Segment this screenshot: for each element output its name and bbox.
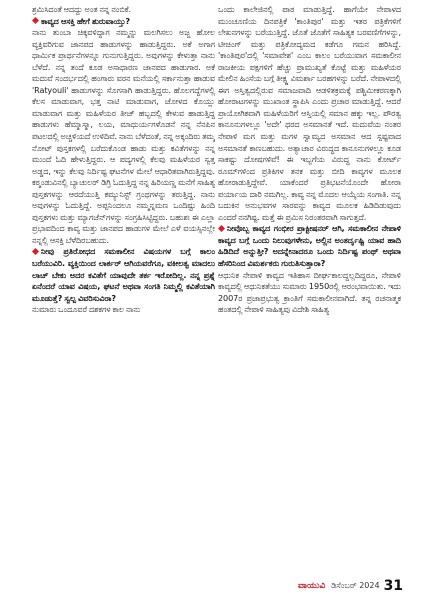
left-column: [32, 4, 215, 578]
diamond-bullet-icon: [32, 248, 39, 255]
interview-question: [32, 16, 215, 28]
diamond-bullet-icon: [32, 17, 39, 24]
answer-paragraph: ನುಮಾರು ಒಂದೂವರೆ ದಶಕಗಳ ಕಾಲ ನಾನು: [32, 304, 141, 315]
magazine-name: ವಾಯುವಿ: [298, 581, 326, 591]
right-column: [218, 4, 401, 578]
answer-paragraph: ಒಂದು ಕಾಲೇಜಿನಲ್ಲಿ ಪಾಠ ಮಾಡುತ್ತಿದ್ದೆ. ಹಾಗೆಯೇ ನೇಪಾಳದ ಮುಂಚೂಣಿಯ ದಿನಪತ್ರಿಕೆ 'ಕಾಂತಿಪುರ' ಮತ್ತು ಇತರ ಪತ್ರಿಕೆಗಳಿಗೆ ಲೇಖನಗಳನ್ನು ಬರೆಯುತ್ತಿದ್ದೆ. ಜೊತೆ ಜೊತೆಗೆ ಸಾಹಿತ್ಯಕ ಬರವಣಿಗೆಗಳನ್ನು, ಟೀಚಿಂಗ್ ಮತ್ತು ಪತ್ರಿಕೋದ್ಯಮದ ಕಡೆಗೂ ಗಮನ ಹರಿಸಿದ್ದೆ. 'ಕಾಂತಿಪುರ'ದಲ್ಲಿ 'ಸಮಾವೇಶ' ಎಂಬ ಕಾಲಂ ಬರೆಯುವಾಗ ಸಮಕಾಲೀನ ರಾಜಕೀಯ ಪಕ್ಷಗಳಿಗೆ ಹೆಚ್ಚು ಪ್ರಾಮುಖ್ಯತೆ ಕೊಟ್ಟೆ ಮತ್ತು ಮಹಿಳೆಯರ ಮೇಲಿನ ಹಿಂಸೆಯ ಬಗ್ಗೆ ತೀಕ್ಷ್ಣ ವಿಮರ್ಶಾ ಬರಹಗಳನ್ನು ಬರೆದೆ. ನೇಪಾಳದಲ್ಲಿ ಈಗ ಅಸ್ತಿತ್ವದಲ್ಲಿರುವ ಸಮಾಜವಾದಿ ಆಡಳಿತಕ್ರಮಕ್ಕೆ ಪಶ್ಚಿಮೀಕರಣಕ್ಕಾಗಿ ಹೋರಾಟಗಳನ್ನು ಮುಖಾಂತ ಸ್ಥಾಪಿಸಿ ಎಂದು ಪ್ರಚಾರ ಮಾಡುತ್ತಿದ್ದೆ. ಆದರೆ ಪ್ರಾಯೋಗಿಕವಾಗಿ ಮಹಿಳೆಯರಿಗೆ ಆಸ್ತಿಯಲ್ಲಿ ಸಮಾನ ಹಕ್ಕು ಇಲ್ಲ. ಪೌರತ್ವ ಕಾನೂನುಗಳಲ್ಲೂ 'ಅದೇ' ಥರದ ಅಸಮಾನತೆ ಇದೆ. ಮದುವೆಯ ನಂತರ ನೇಪಾಳಿ ಮಗ ಮತ್ತು ಮಗಳ ಸ್ವಾಮ್ಯದ ಅಸಮಾನ ಆದ ಸ್ಪಷ್ಟವಾದ ಅಸಮಾನತೆ ಕಾಣಬಹುದು. ಅತ್ಯಾಚಾರ ವಿರುದ್ಧದ ಕಾನೂನುಗಳಲ್ಲೂ ಕೂಡ ಸಾಕಷ್ಟು ದೋಷಗಳಿವೆ! ಈ ಇಬ್ಬಗೆಯ ವಿರುದ್ಧ ನಾನು ಕೋರ್ಟ್ ರೂಮ್‌ಗಳಿಂದ ಪ್ರತಿಕಿಗಳ ತನಕ ಮತ್ತು ಬೀದಿ ಕಾವ್ಯಗಳ ಮೂಲಕ ಹೋರಾಡುತ್ತಿದ್ದೇವೆ. ಯಾಕೆಂದರೆ ಪ್ರತಿಭಟನೆಯೊಂದೇ ಹೋರಾ ಪರ್ಯಾಯ ದಾರಿ ನಮಗಿಲ್ಲ. ಕಾವ್ಯ ನನ್ನ ಮೊದಲ ಆಯ್ಕೆಯ ಸಂಗಾತಿ. ನನ್ನ ಬದುಕಿನ ಅನುಭವಗಳ ಸಾರವನ್ನು ಕಾವ್ಯದ ಮೂಲಕ ಹಿಡಿದಿಡುವುದು ಎಂದರೆ ನನಗಿಷ್ಟ. ಮತ್ತೆ ಈ ಪ್ರಮಿಸ ನಿರಂತರವಾಗಿ ಸಾಗುತ್ತದೆ.: [218, 4, 401, 222]
interview-question: [32, 246, 215, 304]
issue-date: ಡಿಸೆಂಬರ್ 2024: [331, 581, 380, 590]
page-number: 31: [383, 578, 404, 594]
page-footer: [298, 578, 403, 594]
diamond-bullet-icon: [218, 225, 225, 232]
interview-question: [218, 223, 401, 269]
question-text: ನೀವೊಬ್ಬ ಕಾವ್ಯದ ಗಂಭೀರ ಪ್ರಾಕ್ಟೀಷನರ್ ಆಗಿ, ಸಮಕಾಲೀನ ನೇಪಾಳಿ ಕಾವ್ಯದ ಬಗ್ಗೆ ಒಂದು ನಿಲುವುಗಳೇನು, ಅಲ್ಲಿನ ಅಂತರ್ದೃಷ್ಟಿ ಯಾವ ಹಾದಿ ಹಿಡಿದಿದೆ ಅನ್ನುತ್ತೀ? ಅದನ್ನೇನಾದರೂ ಒಂದು ನಿರ್ದಿಷ್ಟ ಪಂಥ್ ಅಥವಾ ಹೆಸರಿನಿಂದ ವಿಮರ್ಶಕರು ಗುರುತಿಸುತ್ತಾರಾ?: [218, 223, 401, 269]
answer-paragraph: ನಾನು ತುಂಬಾ ಚಿಕ್ಕವಳಿದ್ದಾಗ ನಮ್ಮನ್ನು ಮಲಗಿಸಲು ಅಜ್ಜ ಹೋಲ ವ್ಯಕ್ತಿವರಿಗುವ ಜಾನಪದ ಹಾಡುಗಳನ್ನು ಹಾಡುತ್ತಿದ್ದರು. ಅಕೆ ಅಗಾಗ ಧಾರ್ಮಿಕ ಪ್ರಾರ್ಥನೆಗಳನ್ನೂ ಗುನುಗುತ್ತಿದ್ದರು. ಅವುಗಳನ್ನು ಕೇಳುತ್ತಾ ನಾನು ಬೆಳೆದೆ. ನನ್ನ ತಂದೆ ಕೂಡ ಅಸಾಧಾರಣ ಜಾನಪದ ಹಾಡುಗಾರ. ಅಕೆ ಮದುವೆ ಸಂದರ್ಭದಲ್ಲಿ ಹಂಗಾರು ವರನ ಮನೆಯಲ್ಲಿ ಸರ್ಕಾನುತ್ತಾ ಹಾಡುವ 'Ratyouli' ಹಾಡುಗಳನ್ನು ಸೊಗಸಾಗಿ ಹಾಡುತ್ತಿದ್ದರು. ಹೊಲಗದ್ದೆಗಳಲ್ಲಿ ಕೆಲಸ ಮಾಡುವಾಗ, ಭತ್ತ ನಾಟಿ ಮಾಡುವಾಗ, ಜೋಳದ ಕೊಯ್ಲು ಮಾಡುವಾಗ ಮತ್ತು ಮಹಿಳೆಯರ ತೀಜ್ ಹಬ್ಬದಲ್ಲಿ ಕೇಳುವ ಹಾಡುತ್ತಿದ್ದ ಹಾಡುಗಳು ಹೆಮ್ಮಾಸ್ಮಾ, ಲಯ, ಮಾಧುರ್ಯಗಳೊಡನೆ ನನ್ನ ನೆನಪಿನ ಪಟಲದಲ್ಲಿ ಅಚ್ಚಳಿಯದೆ ಉಳಿದಿವೆ. ನಾನು ಬೆಳೆದಂತೆ, ನನ್ನ ಅಕ್ಕಂದಿರು ತಮ್ಮ ನೋಟ್ ಪುಸ್ತಕಗಳಲ್ಲಿ ಬರೆದುಕೊಂಡ ಹಾಡು ಮತ್ತು ಕವಿತೆಗಳನ್ನು ನನ್ನ ಮುಂದೆ ಓದಿ ಹೇಳುತ್ತಿದ್ದರು. ಆ ಪದ್ಯಗಳಲ್ಲಿ ಕೆಲವು ಮಹಿಳೆಯರ ಸ್ವತ್ತ ಅಡ್ಡದ, ಇನ್ನು ಕೆಲವು ನಿರ್ದಿಷ್ಟ ಘಟನೆಗಳ ಮೇಲೆ ಆಧಾರಿತವಾಗಿರುತ್ತಿದ್ದವು. ಕಠ್ಮಂಡುವಿನಲ್ಲಿ ಬ್ಯಾಚುಲರ್ ಡಿಗ್ರಿ ಓದುತ್ತಿದ್ದ ನನ್ನ ಹಿರಿಯಣ್ಣ ಮನೆಗೆ ಸಾಹಿತ್ಯ ಪುಸ್ತಕಗಳನ್ನು ಆರದೆಯುತ್ತಿ ಕಮ್ಯುನಿಸ್ಟ್ ಗ್ರಂಥಗಳನ್ನು ತರುತ್ತಿದ್ದ. ನಾನು ಅವುಗಳನ್ನು ಓದುತ್ತಿದ್ದೆ. ಅಪ್ಪನಿಂದಲೂ ನಮ್ಮನ್ನಮಣ ಒಂದಿಷ್ಟು ಹಿಂದಿ ಪುಸ್ತಕಗಳು ಮತ್ತು ಮ್ಯಾಗಜೆನ್‌ಗಳನ್ನು ಸಂಗ್ರಹಿಸಿಟ್ಟಿದ್ದರು. ಬಹುಶಃ ಈ ಎಲ್ಲಾ ಪ್ರಭಾವದಿಂದ ಕಾವ್ಯ ಮತ್ತು ಜಾನಪದ ಹಾಡುಗಳ ಮೇಲೆ ಎಳೆ ವಯಸ್ಸಿನಲ್ಲೇ ನನ್ನಲ್ಲಿ ಆಸಕ್ತಿ ಬೆಳೆದಿರಬಹುದು.: [32, 27, 215, 245]
answer-paragraph: ಆಧುನಿಕ ನೇಪಾಳಿ ಕಾವ್ಯದ ಇತಿಹಾಸ ದೀರ್ಘಕಾಲದ್ದಲ್ಲದಿದ್ದರೂ, ನೇಪಾಳಿ ಕಾವ್ಯದಲ್ಲಿ ಆಧುನಿಕತೆಯು ಸುಮಾರು 1950ರಲ್ಲಿ ಆರಂಭವಾಯಿತು. ಇದು 2007ರ ಪ್ರಜಾಪ್ರಭುತ್ವ ಕ್ರಾಂತಿಗೆ ಸಮಕಾಲೀನವಾಗಿದೆ. ತನ್ನ ರಚನಾತ್ಮಕ ಹಂತದಲ್ಲಿ ನೇಪಾಳಿ ಸಾಹಿತ್ಯವು ವಿದೇಶಿ ಸಾಹಿತ್ಯ: [218, 269, 401, 315]
question-text: ಕಾವ್ಯದ ಆಸಕ್ತಿ ಹೇಗೆ ಶುರುವಾಯ್ತು?: [41, 15, 131, 26]
question-text: ನೀವು ಪ್ರತಿರೋಧದ ಸಮಕಾಲೀನ ವಿಷಯಗಳ ಬಗ್ಗೆ ಕಾಲಂ ಬರೆಯುವಿರಿ. ವ್ಯಕ್ತಿಯಿಂದ ಲಾರ್ಕರ್‌ ಆಗಿಯವರೆಗೂ, ವಕೀಲತ್ವ ಮಾದಲು ಲಾಚ್ ಬೇಕು ಅದರ ಕವಿತೆಗೆ ಯಾವುದೇ ತರ್ಕ ಇರೋದಿಲ್ಲ. ನನ್ನ ಪ್ರಶ್ನೆ ಏನೆಂದರೆ ಯಾವ ವಿಷಯ, ಘಟನೆ ಅಥವಾ ಸಂಗತಿ ನಿಮ್ಮಲ್ಲಿ ಕವಿತೆಯಾಗಿ ಮೂಡುತ್ತೆ? ಸ್ವಲ್ಪ ವಿವರಿಸುವಿರಾ?: [32, 246, 215, 303]
answer-paragraph: ಶ್ರಮಿಸಿದಂತೆ ಆದದ್ದು ಅಂತ ನನ್ನ ನಂಬಿಕೆ.: [32, 4, 132, 14]
